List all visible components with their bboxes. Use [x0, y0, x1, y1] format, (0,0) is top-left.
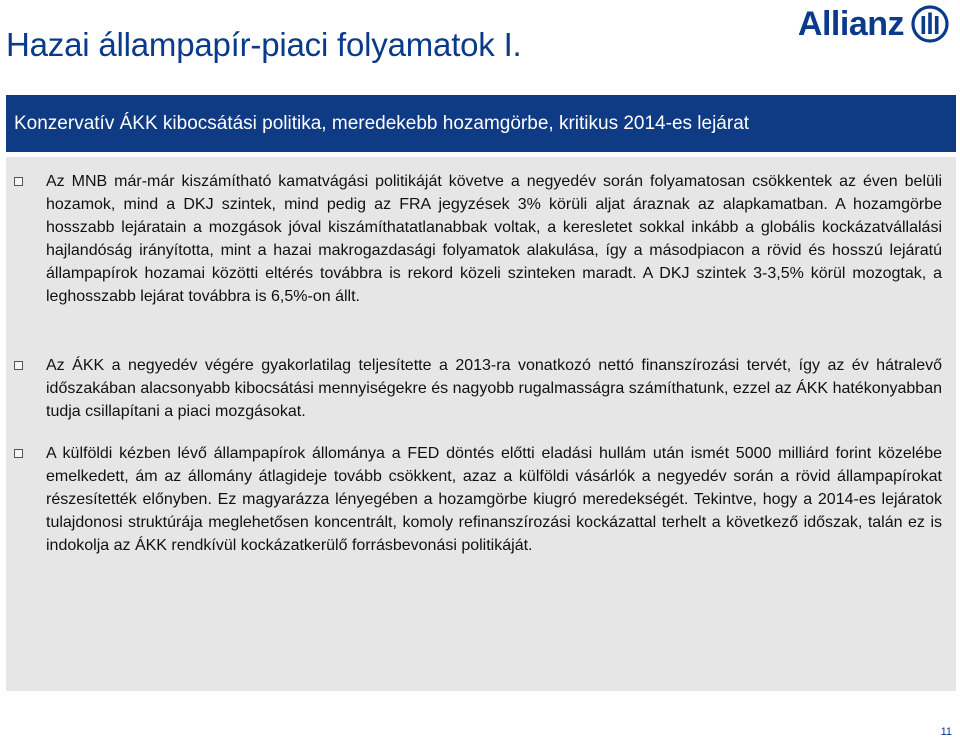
- bullet-text: A külföldi kézben lévő állampapírok állománya a FED döntés előtti eladási hullám után ismét 5000 milliárd forint közelébe emelkedett, ám az állomány átlagideje tovább csökkent, azaz a külföldi vásárlók a negyedév során a rövid állampapírokat részesítették előnyben. Ez magyarázza lényegében a hozamgörbe kiugró meredekségét. Tekintve, hogy a 2014-es lejáratok tulajdonosi struktúrája meglehetősen koncentrált, komoly refinanszírozási kockázattal terhelt a következő időszak, talán ez is indokolja az ÁKK rendkívül kockázatkerülő forrásbevonási politikáját.: [46, 445, 942, 554]
- allianz-eagle-icon: [910, 4, 950, 44]
- allianz-logo: [798, 4, 950, 44]
- bullet-icon: [14, 449, 23, 458]
- bullet-text: Az ÁKK a negyedév végére gyakorlatilag teljesítette a 2013-ra vonatkozó nettó finanszírozási tervét, így az év hátralevő időszakában alacsonyabb kibocsátási mennyiségekre és nagyobb rugalmasságra számíthatunk, ezzel az ÁKK hatékonyabban tudja csillapítani a piaci mozgásokat.: [46, 357, 942, 420]
- bullet-icon: [14, 361, 23, 370]
- bullet-icon: [14, 177, 23, 186]
- content-panel: [6, 157, 956, 691]
- subtitle-banner: Konzervatív ÁKK kibocsátási politika, meredekebb hozamgörbe, kritikus 2014-es lejárat: [6, 95, 956, 152]
- logo-wordmark: Allianz: [797, 4, 904, 43]
- slide-title: Hazai állampapír-piaci folyamatok I.: [6, 26, 522, 63]
- bullet-text: Az MNB már-már kiszámítható kamatvágási politikáját követve a negyedév során folyamatosan csökkentek az éven belüli hozamok, mind a DKJ szintek, mind pedig az FRA jegyzések 3% körüli aljat áraznak az alapkamatban. A hozamgörbe hosszabb lejáratain a mozgások jóval kiszámíthatatlanabbak voltak, a keresletet sokkal inkább a globális kockázatvállalási hajlandóság irányította, mint a hazai makrogazdasági folyamatok alakulása, így a másodpiacon a rövid és hosszú lejáratú állampapírok hozamai közötti eltérés továbbra is rekord közeli szinteken maradt. A DKJ szintek 3-3,5% körül mozogtak, a leghosszabb lejárat továbbra is 6,5%-on állt.: [46, 173, 942, 305]
- page-number: 11: [940, 726, 952, 738]
